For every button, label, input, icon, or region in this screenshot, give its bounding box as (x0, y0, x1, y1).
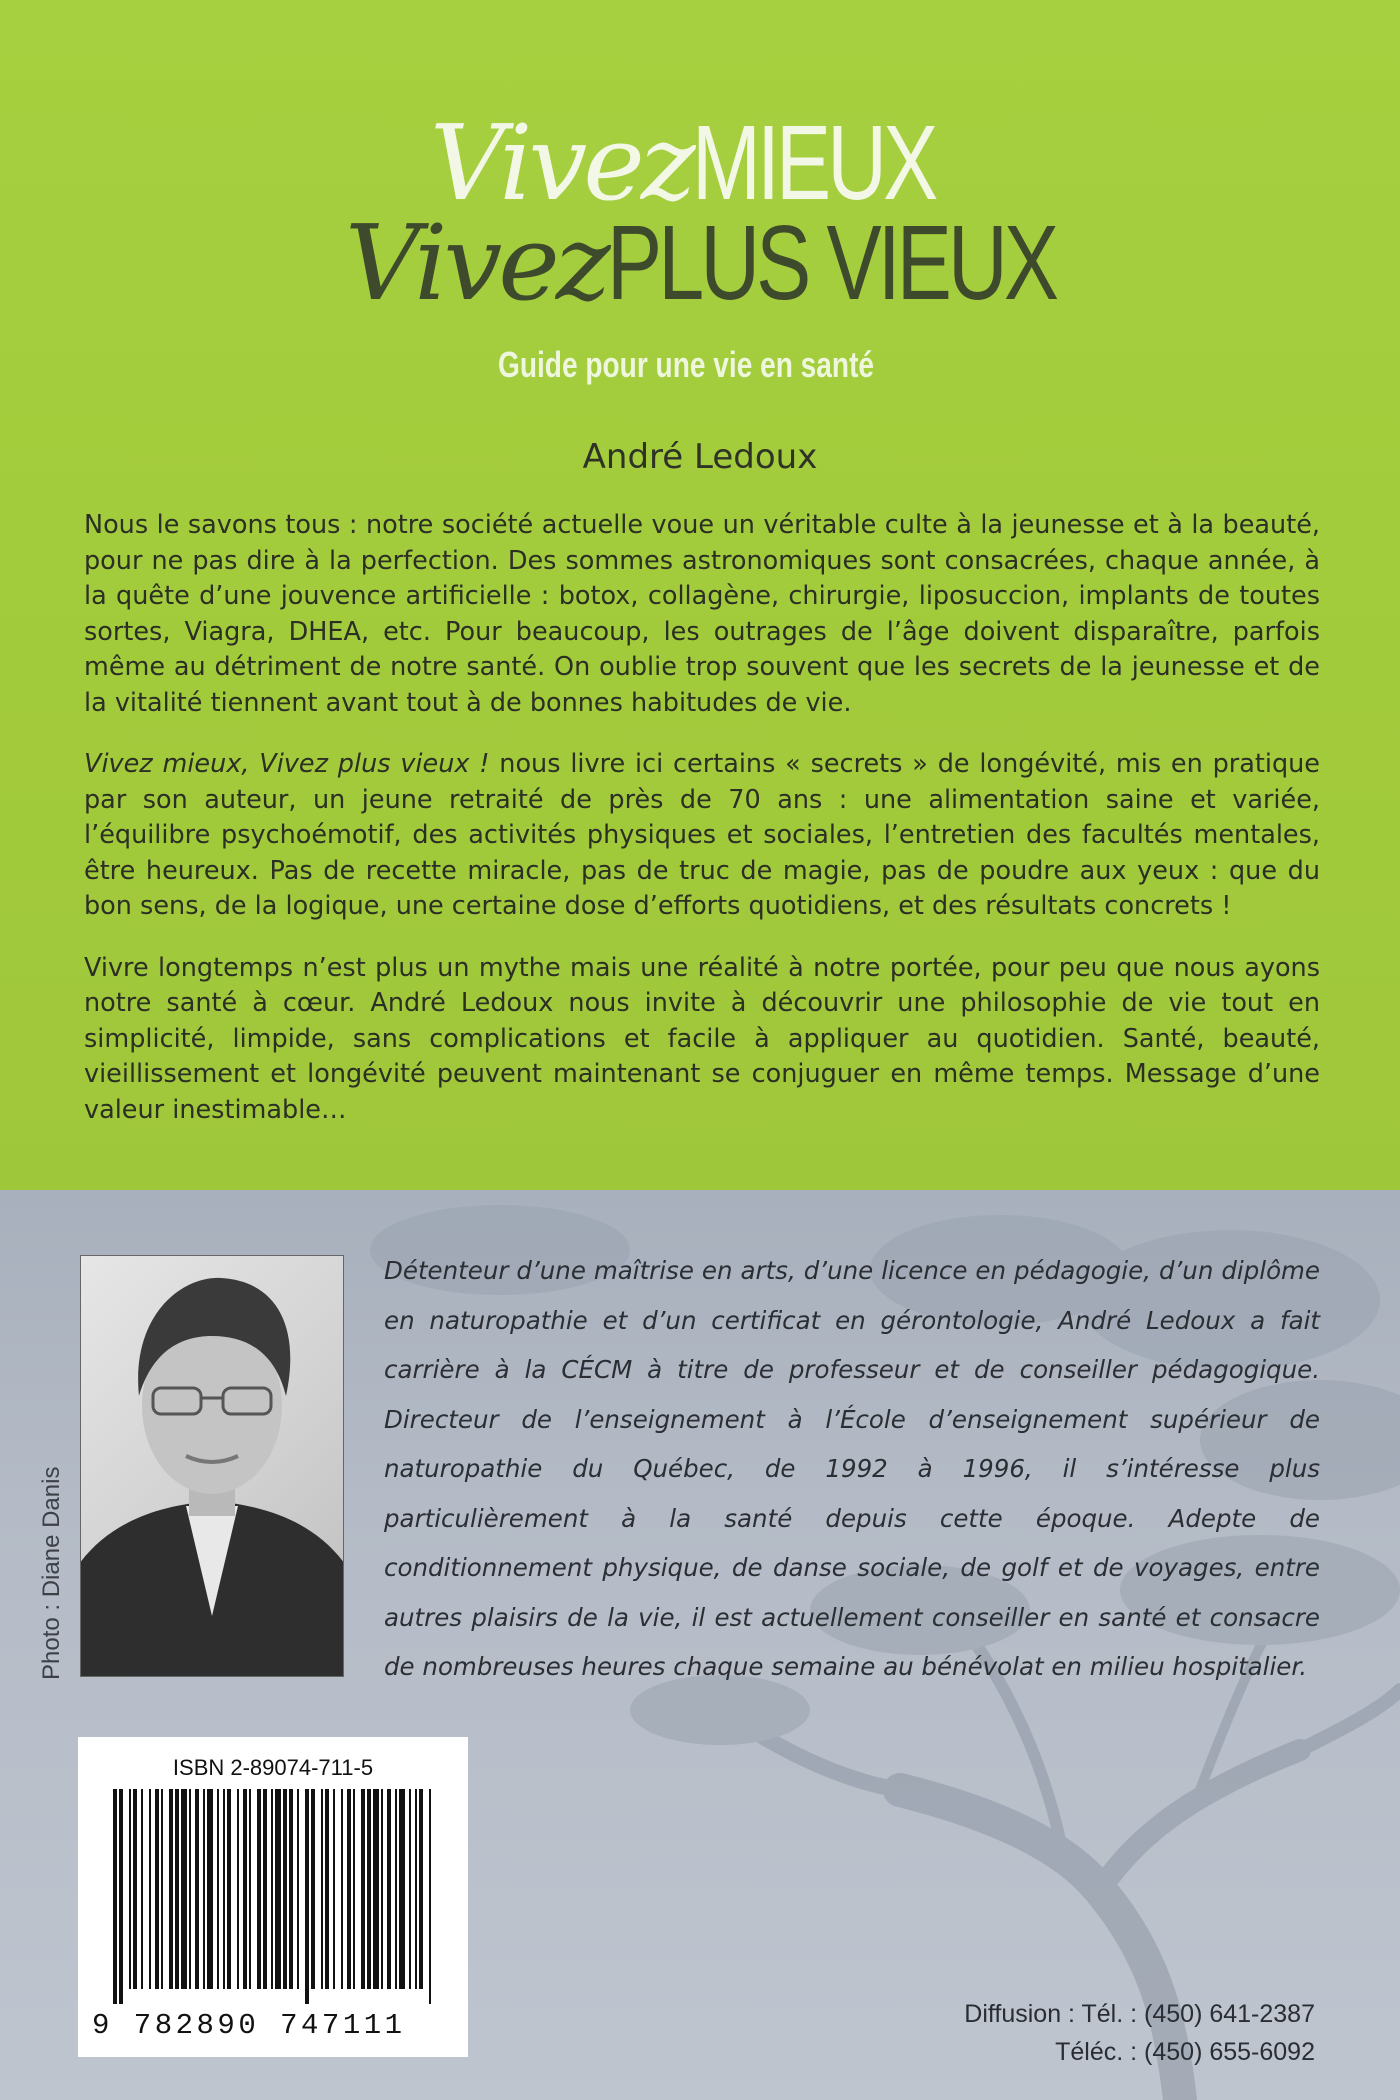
barcode-bar (373, 1789, 379, 1989)
barcode-bar (203, 1789, 205, 1989)
barcode-bar (141, 1789, 143, 1989)
barcode-panel (78, 1737, 468, 2057)
author-name: André Ledoux (582, 437, 818, 477)
barcode-bar (341, 1789, 343, 1989)
barcode-bar (175, 1789, 179, 1989)
phone-row (964, 1995, 1315, 2033)
barcode-bar (169, 1789, 173, 1989)
barcode-bar (119, 1789, 123, 2004)
barcode-bar (161, 1789, 163, 1989)
fax-number: (450) 655-6092 (1144, 2038, 1315, 2066)
barcode-bar (195, 1789, 199, 1989)
photo-credit: Photo : Diane Danis (38, 1466, 65, 1680)
barcode-bar (223, 1789, 225, 1989)
fax-label: Téléc. : (1055, 2038, 1138, 2066)
barcode-bar (409, 1789, 411, 1989)
barcode-bar (243, 1789, 247, 1989)
barcode-bar (155, 1789, 159, 1989)
barcode-bar (249, 1789, 251, 1989)
isbn-label: ISBN 2-89074-711-5 (172, 1755, 374, 1780)
barcode-bar (189, 1789, 191, 1989)
book-subtitle: Guide pour une vie en santé (498, 344, 875, 385)
barcode-bar (333, 1789, 335, 1989)
barcode-bar (227, 1789, 231, 1989)
barcode-bar (217, 1789, 219, 1989)
barcode-bar (113, 1789, 117, 2004)
title-line-1-script: Vivez (430, 102, 692, 224)
phone-number: (450) 641-2387 (1144, 2000, 1315, 2028)
title-line-1-caps: MIEUX (691, 104, 934, 222)
barcode-bar (419, 1789, 423, 1989)
barcode-bar (305, 1789, 309, 2004)
barcode-bar (399, 1789, 405, 1989)
barcode-bar (311, 1789, 315, 1989)
barcode-bar (133, 1789, 137, 1989)
ean-digits: 9 782890 747111 (92, 2009, 406, 2042)
barcode-bar (415, 1789, 417, 1989)
barcode-bar (353, 1789, 355, 1989)
blurb (84, 508, 1320, 1154)
barcode-bar (297, 1789, 299, 1989)
blurb-paragraph-2 (84, 747, 1320, 925)
barcode-bar (275, 1789, 281, 1989)
barcode-bar (237, 1789, 239, 1989)
barcode-bar (129, 1789, 131, 1989)
blurb-book-title-italic: Vivez mieux, Vivez plus vieux ! (84, 749, 490, 779)
barcode-bar (207, 1789, 213, 1989)
barcode-bar (263, 1789, 267, 1989)
barcode-bar (321, 1789, 323, 1989)
barcode-bar (257, 1789, 261, 1989)
book-title (0, 102, 1400, 400)
barcode-bar (395, 1789, 397, 1989)
blurb-paragraph-3: Vivre longtemps n’est plus un mythe mais une réalité à notre portée, pour peu que nous ayons notre santé à cœur. André Ledoux nous invite à découvrir une philosophie de vie tout en simplicité, limpide, sans complications et facile à appliquer au quotidien. Santé, beauté, vieillissement et longévité peuvent maintenant se conjuguer en même temps. Message d’une valeur inestimable… (84, 952, 1320, 1125)
title-line-1 (430, 102, 1002, 224)
barcode-bar (149, 1789, 151, 1989)
blurb-paragraph-2-text: nous livre ici certains « secrets » de longévité, mis en pratique par son auteur, un jeune retraité de près de 70 ans : une alimentation saine et variée, l’équilibre psychoémotif, des activités physiques et sociales, l’entretien des facultés mentales, être heureux. Pas de recette miracle, pas de truc de magie, pas de poudre aux yeux : que du bon sens, de la logique, une certaine dose d’efforts quotidiens, et des résultats concrets ! (84, 749, 1320, 921)
author-bio: Détenteur d’une maîtrise en arts, d’une licence en pédagogie, d’un diplôme en naturopathie et d’un certificat en gérontologie, André Ledoux a fait carrière à la CÉCM à titre de professeur et de conseiller pédagogique. Directeur de l’enseignement à l’École d’enseignement supérieur de naturopathie du Québec, de 1992 à 1996, il s’intéresse plus particulièrement à la santé depuis cette époque. Adepte de conditionnement physique, de danse sociale, de golf et de voyages, entre autres plaisirs de la vie, il est actuellement conseiller en santé et consacre de nombreuses heures chaque semaine au bénévolat en milieu hospitalier. (384, 1256, 1320, 1681)
blurb-paragraph-1: Nous le savons tous : notre société actuelle voue un véritable culte à la jeunesse et à la beauté, pour ne pas dire à la perfection. Des sommes astronomiques sont consacrées, chaque année, à la quête d’une jouvence artificielle : botox, collagène, chirurgie, liposuccion, implants de toutes sortes, Viagra, DHEA, etc. Pour beaucoup, les outrages de l’âge doivent disparaître, parfois même au détriment de notre santé. On oublie trop souvent que les secrets de la jeunesse et de la vitalité tiennent avant tout à de bonnes habitudes de vie. (84, 510, 1320, 718)
barcode-bar (387, 1789, 391, 1989)
barcode-bar (271, 1789, 273, 1989)
barcode (113, 1789, 433, 2004)
barcode-bar (367, 1789, 371, 1989)
barcode-bar (347, 1789, 351, 1989)
title-line-2-caps: PLUS VIEUX (606, 204, 1055, 322)
barcode-bar (381, 1789, 383, 1989)
barcode-bar (325, 1789, 329, 1989)
barcode-bar (283, 1789, 287, 1989)
barcode-bar (429, 1789, 431, 2004)
barcode-bar (289, 1789, 293, 1989)
fax-row (964, 2033, 1315, 2071)
title-line-2-script: Vivez (345, 202, 607, 324)
phone-label: Diffusion : Tél. : (964, 2000, 1138, 2028)
barcode-bar (361, 1789, 365, 1989)
title-line-2 (345, 202, 1181, 324)
author-portrait-illustration (81, 1256, 343, 1676)
author-photo (80, 1255, 344, 1677)
distribution-contact (964, 1995, 1315, 2071)
barcode-bar (181, 1789, 187, 1989)
